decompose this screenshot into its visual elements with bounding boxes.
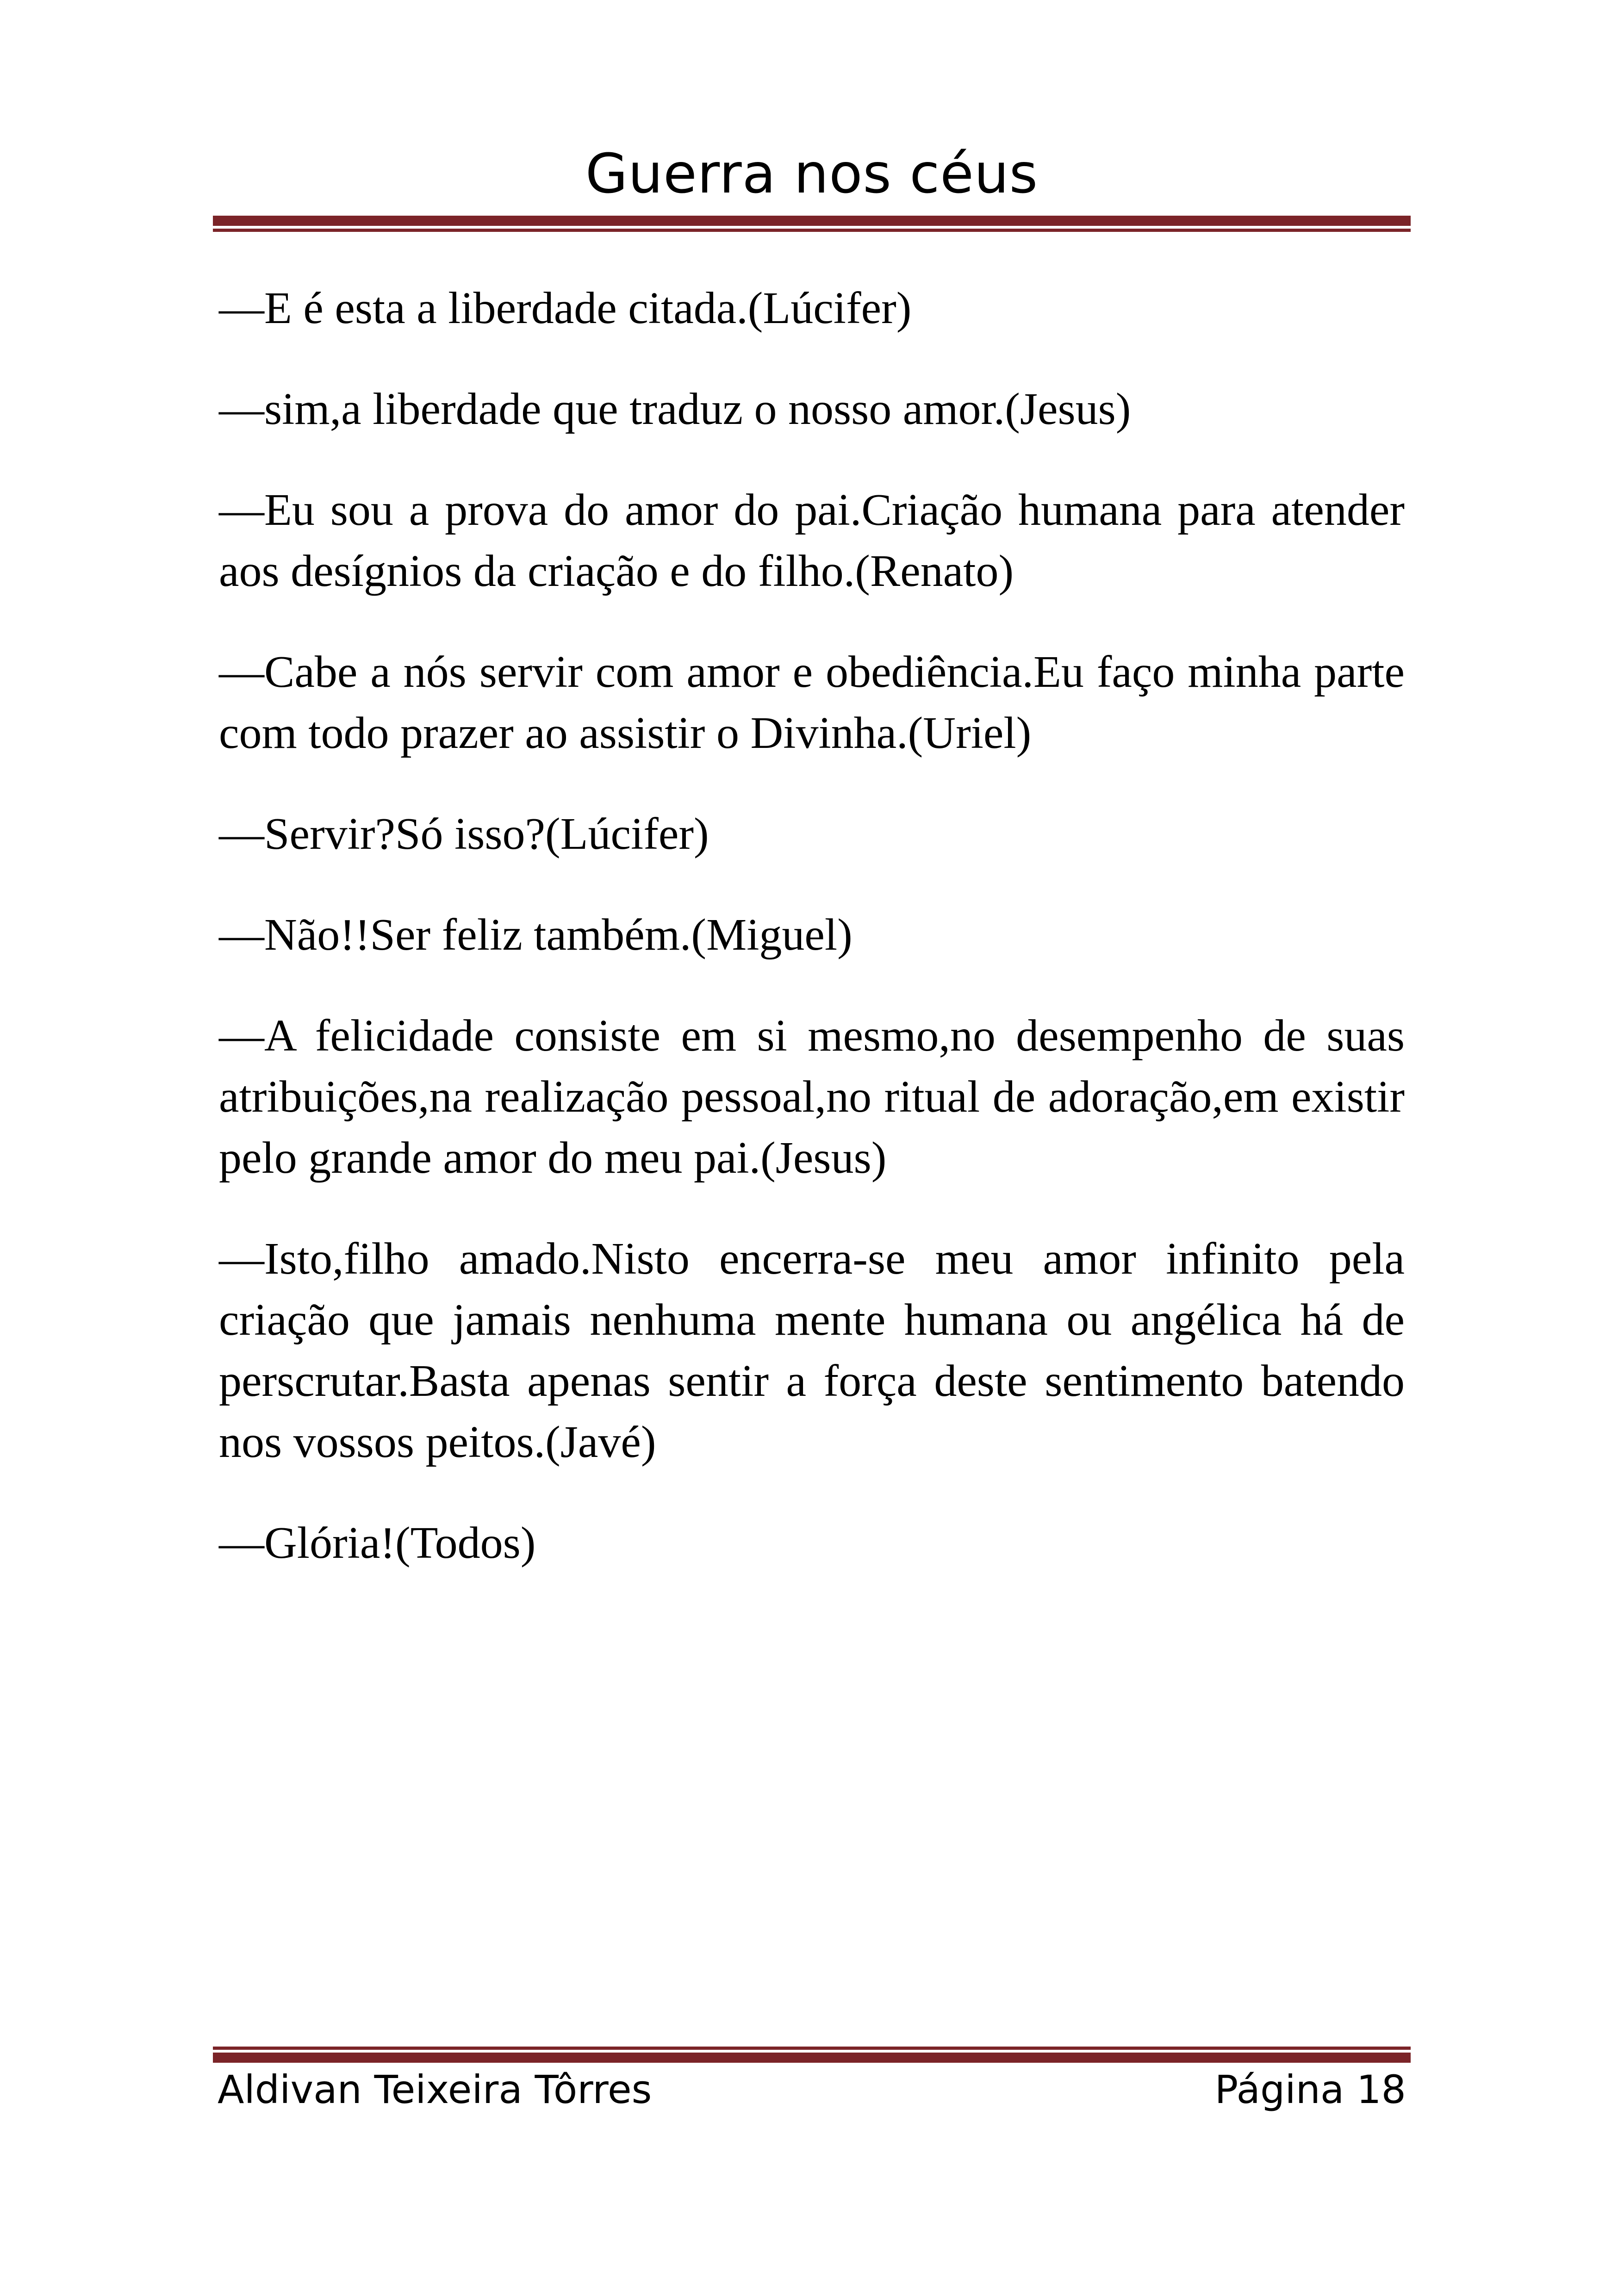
page-number: Página 18 [1214, 2067, 1406, 2112]
paragraph: —Servir?Só isso?(Lúcifer) [219, 809, 709, 859]
page-title: Guerra nos céus [585, 142, 1039, 205]
paragraph: —Glória!(Todos) [219, 1518, 536, 1568]
page-body [219, 278, 1405, 1613]
paragraph: —Isto,filho amado.Nisto encerra-se meu amor infinito pela criação que jamais nenhuma mente humana ou angélica há de perscrutar.Basta apenas sentir a força deste sentimento batendo nos vossos peitos.(Javé) [219, 1234, 1405, 1467]
author-name: Aldivan Teixeira Tôrres [218, 2067, 652, 2112]
header-divider [213, 216, 1411, 232]
paragraph: —Cabe a nós servir com amor e obediência.Eu faço minha parte com todo prazer ao assistir o Divinha.(Uriel) [219, 647, 1405, 758]
page-footer [218, 2060, 1406, 2120]
paragraph: —sim,a liberdade que traduz o nosso amor.(Jesus) [219, 384, 1131, 434]
paragraph: —E é esta a liberdade citada.(Lúcifer) [219, 283, 912, 333]
paragraph: —A felicidade consiste em si mesmo,no desempenho de suas atribuições,na realização pessoal,no ritual de adoração,em existir pelo grande amor do meu pai.(Jesus) [219, 1011, 1405, 1183]
paragraph: —Eu sou a prova do amor do pai.Criação humana para atender aos desígnios da criação e do filho.(Renato) [219, 485, 1405, 596]
paragraph: —Não!!Ser feliz também.(Miguel) [219, 910, 853, 960]
